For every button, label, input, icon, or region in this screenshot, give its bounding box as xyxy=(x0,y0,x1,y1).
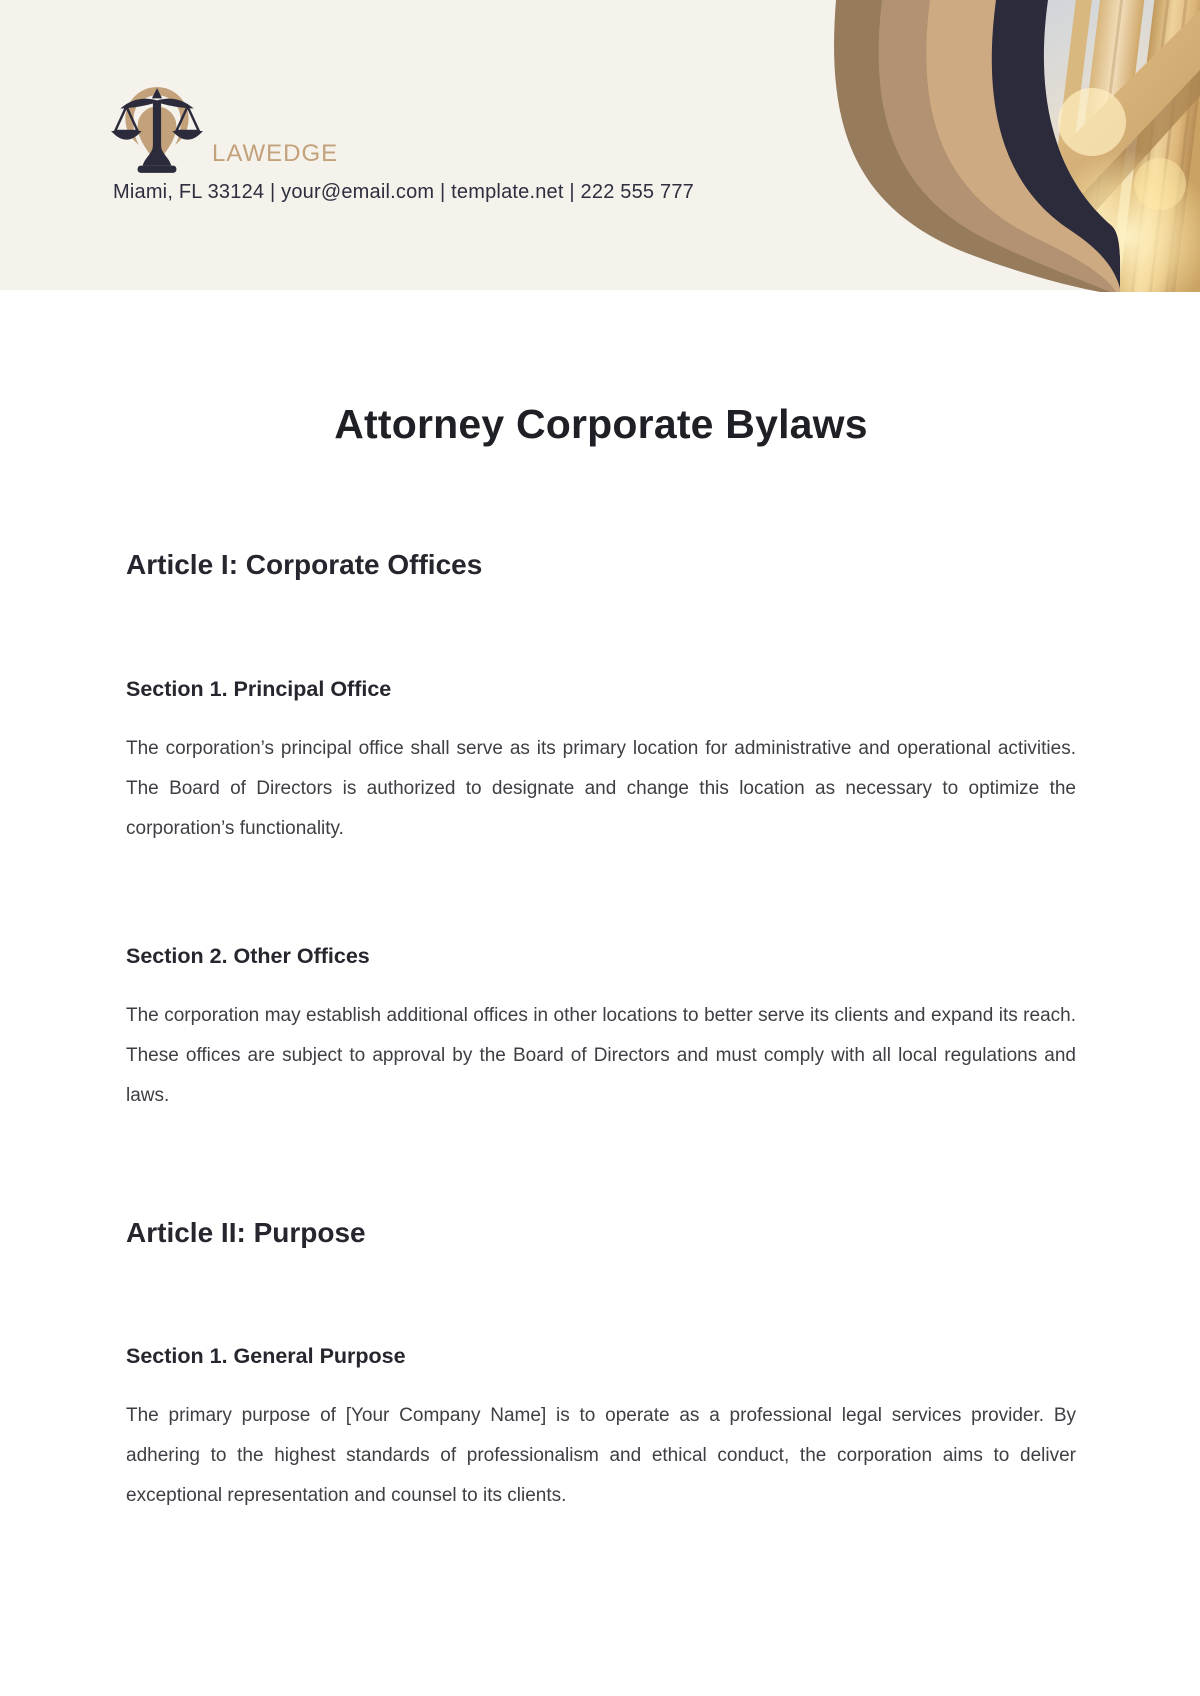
article-2-section-1-body: The primary purpose of [Your Company Name] is to operate as a professional legal services provider. By adhering to the highest standards of professionalism and ethical conduct, the corporation aims to deliver exceptional representation and counsel to its clients. xyxy=(126,1405,1076,1507)
letterhead xyxy=(0,0,1200,290)
brand-block xyxy=(106,80,338,182)
brand-name: LAWEDGE xyxy=(212,140,339,167)
document-content xyxy=(0,290,1200,1516)
article-2-section-1-heading: Section 1. General Purpose xyxy=(126,1344,406,1369)
scales-of-justice-pin-icon xyxy=(106,80,208,182)
document-title: Attorney Corporate Bylaws xyxy=(334,401,868,447)
article-1-section-2-body: The corporation may establish additional offices in other locations to better serve its clients and expand its reach. These offices are subject to approval by the Board of Directors and must comply with all local regulations and laws. xyxy=(126,1004,1076,1106)
article-1-heading: Article I: Corporate Offices xyxy=(126,549,483,581)
corner-decoration-graphic xyxy=(740,0,1200,292)
article-1-section-2-heading: Section 2. Other Offices xyxy=(126,943,370,968)
article-1-section-1-body: The corporation’s principal office shall serve as its primary location for administrative and operational activities. The Board of Directors is authorized to designate and change this location as necessary to optimize the corporation’s functionality. xyxy=(126,737,1076,839)
article-1-section-1-heading: Section 1. Principal Office xyxy=(126,676,392,701)
article-2-heading: Article II: Purpose xyxy=(126,1216,366,1248)
contact-line: Miami, FL 33124 | your@email.com | template.net | 222 555 777 xyxy=(113,181,694,203)
